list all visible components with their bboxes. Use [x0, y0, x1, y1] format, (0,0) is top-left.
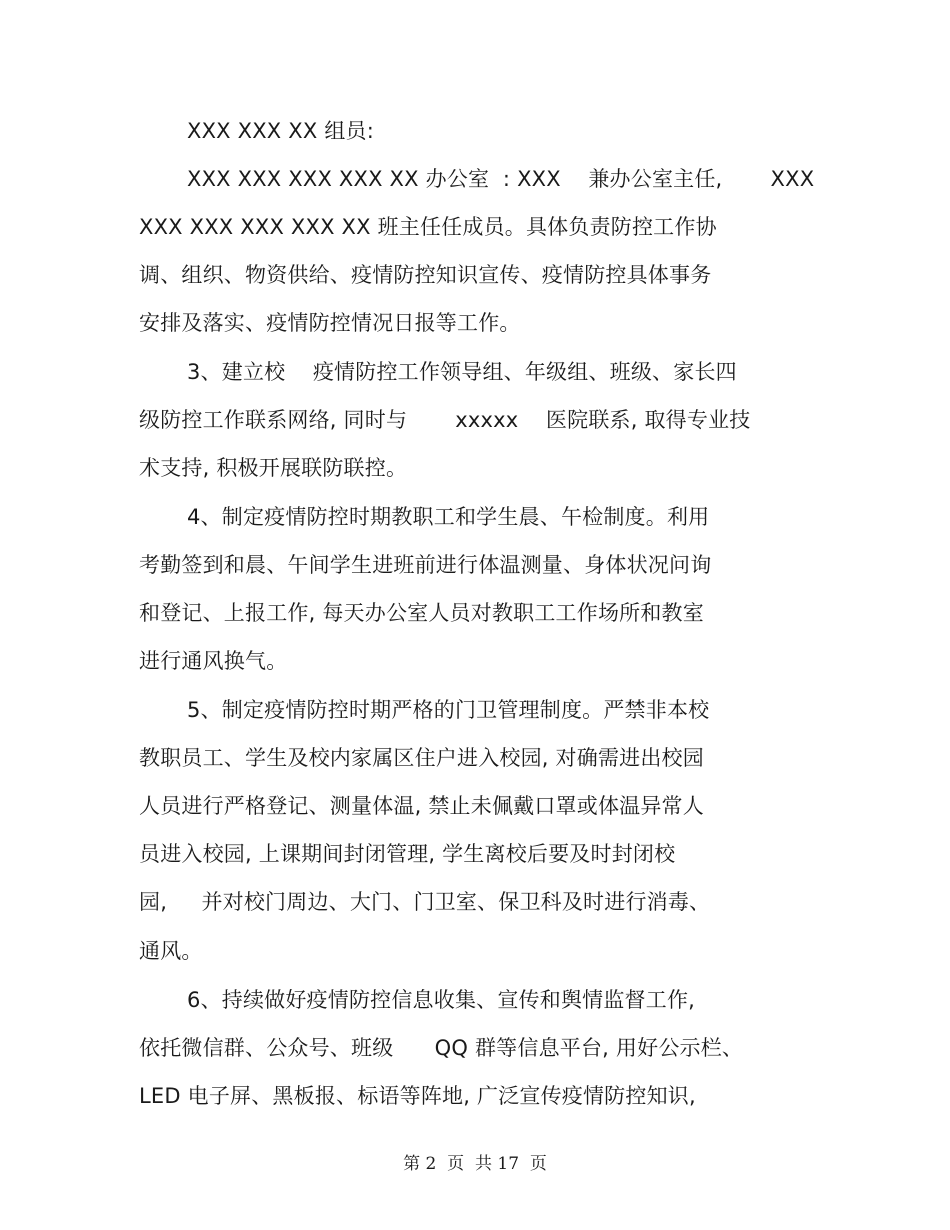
text-line: 调、组织、物资供给、疫情防控知识宣传、疫情防控具体事务	[139, 263, 712, 287]
text-line: 6、持续做好疫情防控信息收集、宣传和舆情监督工作,	[187, 988, 696, 1012]
page-number-footer: 第 2 页 共 17 页	[403, 1154, 547, 1174]
text-line: 3、建立校 疫情防控工作领导组、年级组、班级、家长四	[187, 360, 737, 384]
text-line: 4、制定疫情防控时期教职工和学生晨、午检制度。利用	[187, 505, 710, 529]
text-line: 和登记、上报工作, 每天办公室人员对教职工工作场所和教室	[139, 601, 704, 625]
text-line: 进行通风换气。	[139, 649, 288, 673]
text-line: 术支持, 积极开展联防联控。	[139, 456, 408, 480]
text-line: LED 电子屏、黑板报、标语等阵地, 广泛宣传疫情防控知识,	[139, 1084, 696, 1108]
text-line: XXX XXX XX 组员:	[187, 119, 374, 143]
text-line: 人员进行严格登记、测量体温, 禁止未佩戴口罩或体温异常人	[139, 794, 704, 818]
text-line: 员进入校园, 上课期间封闭管理, 学生离校后要及时封闭校	[139, 842, 676, 866]
text-line: 考勤签到和晨、午间学生进班前进行体温测量、身体状况问询	[139, 553, 712, 577]
text-line: 通风。	[139, 939, 203, 963]
text-line: 级防控工作联系网络, 同时与 xxxxx 医院联系, 取得专业技	[139, 408, 751, 432]
text-line: 5、制定疫情防控时期严格的门卫管理制度。严禁非本校	[187, 698, 710, 722]
text-line: XXX XXX XXX XXX XX 办公室 : XXX 兼办公室主任, XXX	[187, 167, 815, 191]
text-line: 安排及落实、疫情防控情况日报等工作。	[139, 311, 521, 335]
text-line: 依托微信群、公众号、班级 QQ 群等信息平台, 用好公示栏、	[139, 1036, 744, 1060]
text-line: XXX XXX XXX XXX XX 班主任任成员。具体负责防控工作协	[139, 215, 717, 239]
text-line: 教职员工、学生及校内家属区住户进入校园, 对确需进出校园	[139, 746, 704, 770]
text-line: 园, 并对校门周边、大门、门卫室、保卫科及时进行消毒、	[139, 890, 711, 914]
